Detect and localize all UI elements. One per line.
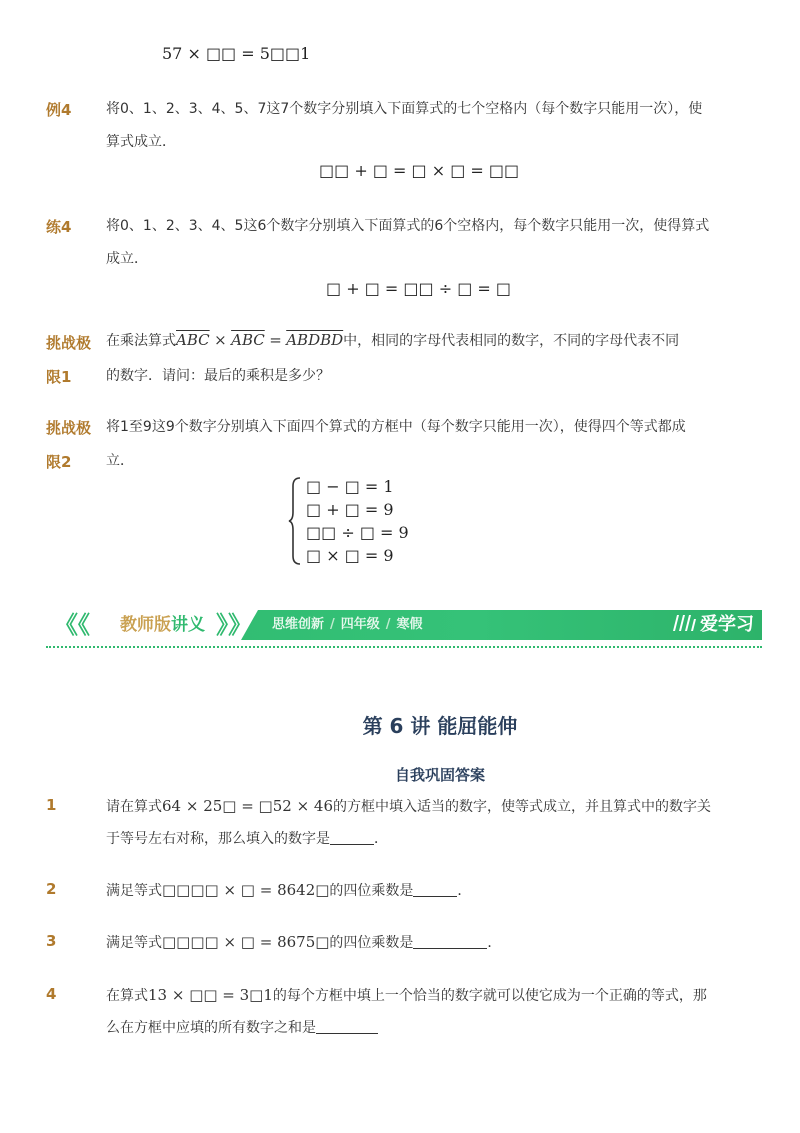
q2-line xyxy=(106,880,471,901)
q4-line1 xyxy=(106,985,707,1006)
example4-label: 例4 xyxy=(46,101,72,119)
challenge1-label-line1: 挑战极 xyxy=(46,334,92,352)
q1-line2-text: 于等号左右对称，那么填入的数字是 xyxy=(106,831,330,847)
brand-name: 爱学习 xyxy=(700,614,754,635)
practice4-text-line2: 成立． xyxy=(106,251,148,267)
crumb-sep-2: / xyxy=(385,617,391,632)
q1-line2 xyxy=(106,829,388,849)
challenge1-abdbd: ABDBD xyxy=(286,331,344,349)
q1-number: 1 xyxy=(46,796,57,814)
banner-dotted-divider xyxy=(46,646,762,648)
practice4-label: 练4 xyxy=(46,218,72,236)
challenge2-text-line1: 将1至9这9个数字分别填入下面四个算式的方框中（每个数字只能用一次），使得四个等式都成 xyxy=(106,419,686,435)
q4-line2 xyxy=(106,1018,378,1038)
crumb-grade: 四年级 xyxy=(340,617,380,632)
crumb-sep-1: / xyxy=(330,617,335,632)
q3-pre: 满足等式 xyxy=(106,935,162,951)
banner-breadcrumb xyxy=(272,617,423,633)
challenge1-text-line2: 的数字．请问：最后的乘积是多少？ xyxy=(106,368,330,384)
q2-answer-blank[interactable] xyxy=(413,882,457,897)
challenge2-text-line2: 立． xyxy=(106,453,134,469)
q3-number: 3 xyxy=(46,932,57,950)
brand-mark-icon xyxy=(672,613,696,633)
challenge2-system-row-1: □ − □ = 1 xyxy=(306,477,394,496)
q1-answer-blank[interactable] xyxy=(330,830,374,845)
q2-post: 的四位乘数是 xyxy=(329,883,414,899)
section-title: 自我巩固答案 xyxy=(394,766,485,784)
challenge2-system-row-2: □ + □ = 9 xyxy=(306,500,394,519)
banner-title-a: 教师版 xyxy=(120,615,171,635)
challenge2-label-line2: 限2 xyxy=(46,453,72,471)
challenge1-equals: = xyxy=(269,331,282,349)
q4-number: 4 xyxy=(46,985,57,1003)
challenge1-prefix: 在乘法算式 xyxy=(106,333,176,349)
q4-answer-blank[interactable] xyxy=(316,1019,378,1034)
q4-equation: 13 × □□ = 3□1 xyxy=(148,986,273,1004)
crumb-term: 寒假 xyxy=(396,617,423,632)
left-brace xyxy=(288,476,302,566)
banner-title xyxy=(120,615,205,635)
q3-answer-blank[interactable] xyxy=(413,934,487,949)
q1-post: 的方框中填入适当的数字，使等式成立，并且算式中的数字关 xyxy=(333,799,712,815)
example4-text-line2: 算式成立． xyxy=(106,134,176,150)
q4-line2-text: 么在方框中应填的所有数字之和是 xyxy=(106,1020,316,1036)
q3-line xyxy=(106,932,501,953)
example4-text-line1: 将0、1、2、3、4、5、7这7个数字分别填入下面算式的七个空格内（每个数字只能用一次），使 xyxy=(106,101,703,117)
q4-post: 的每个方框中填上一个恰当的数字就可以使它成为一个正确的等式，那 xyxy=(272,988,707,1004)
q2-number: 2 xyxy=(46,880,57,898)
practice4-equation: □ + □ = □□ ÷ □ = □ xyxy=(326,279,512,298)
challenge2-system-row-4: □ × □ = 9 xyxy=(306,546,394,565)
left-chevrons-icon: 《《 xyxy=(54,611,90,639)
challenge2-system-row-3: □□ ÷ □ = 9 xyxy=(306,523,409,542)
q2-equation: □□□□ × □ = 8642□ xyxy=(162,881,330,899)
q3-post: 的四位乘数是 xyxy=(329,935,414,951)
q3-equation: □□□□ × □ = 8675□ xyxy=(162,933,330,951)
practice4-text-line1: 将0、1、2、3、4、5这6个数字分别填入下面算式的6个空格内，每个数字只能用一次，使得算式 xyxy=(106,218,710,234)
q1-line1 xyxy=(106,796,711,817)
challenge1-times: × xyxy=(214,331,227,349)
q1-end: ． xyxy=(374,831,388,847)
q2-end: ． xyxy=(457,883,472,899)
q2-pre: 满足等式 xyxy=(106,883,162,899)
brand-logo xyxy=(672,613,754,637)
example4-equation: □□ + □ = □ × □ = □□ xyxy=(319,161,520,180)
top-equation: 57 × □□ = 5□□1 xyxy=(162,44,311,63)
challenge2-label-line1: 挑战极 xyxy=(46,419,92,437)
challenge1-suffix: 中，相同的字母代表相同的数字，不同的字母代表不同 xyxy=(343,333,680,349)
crumb-subject: 思维创新 xyxy=(272,617,325,632)
q1-pre: 请在算式 xyxy=(106,799,162,815)
challenge1-abc2: $\overline{ABC}$ xyxy=(231,331,265,349)
challenge1-label-line2: 限1 xyxy=(46,368,72,386)
q4-pre: 在算式 xyxy=(106,988,148,1004)
banner-title-b: 讲义 xyxy=(171,615,205,635)
challenge1-abc1: $\overline{ABC}$ xyxy=(176,331,210,349)
right-chevrons-icon: 》》 xyxy=(216,611,252,639)
challenge1-text-line1 xyxy=(106,330,679,351)
lecture-title: 第 6 讲 能屈能伸 xyxy=(362,714,518,738)
q3-end: ． xyxy=(487,935,502,951)
teacher-edition-banner xyxy=(46,610,762,640)
q1-equation: 64 × 25□ = □52 × 46 xyxy=(162,797,334,815)
